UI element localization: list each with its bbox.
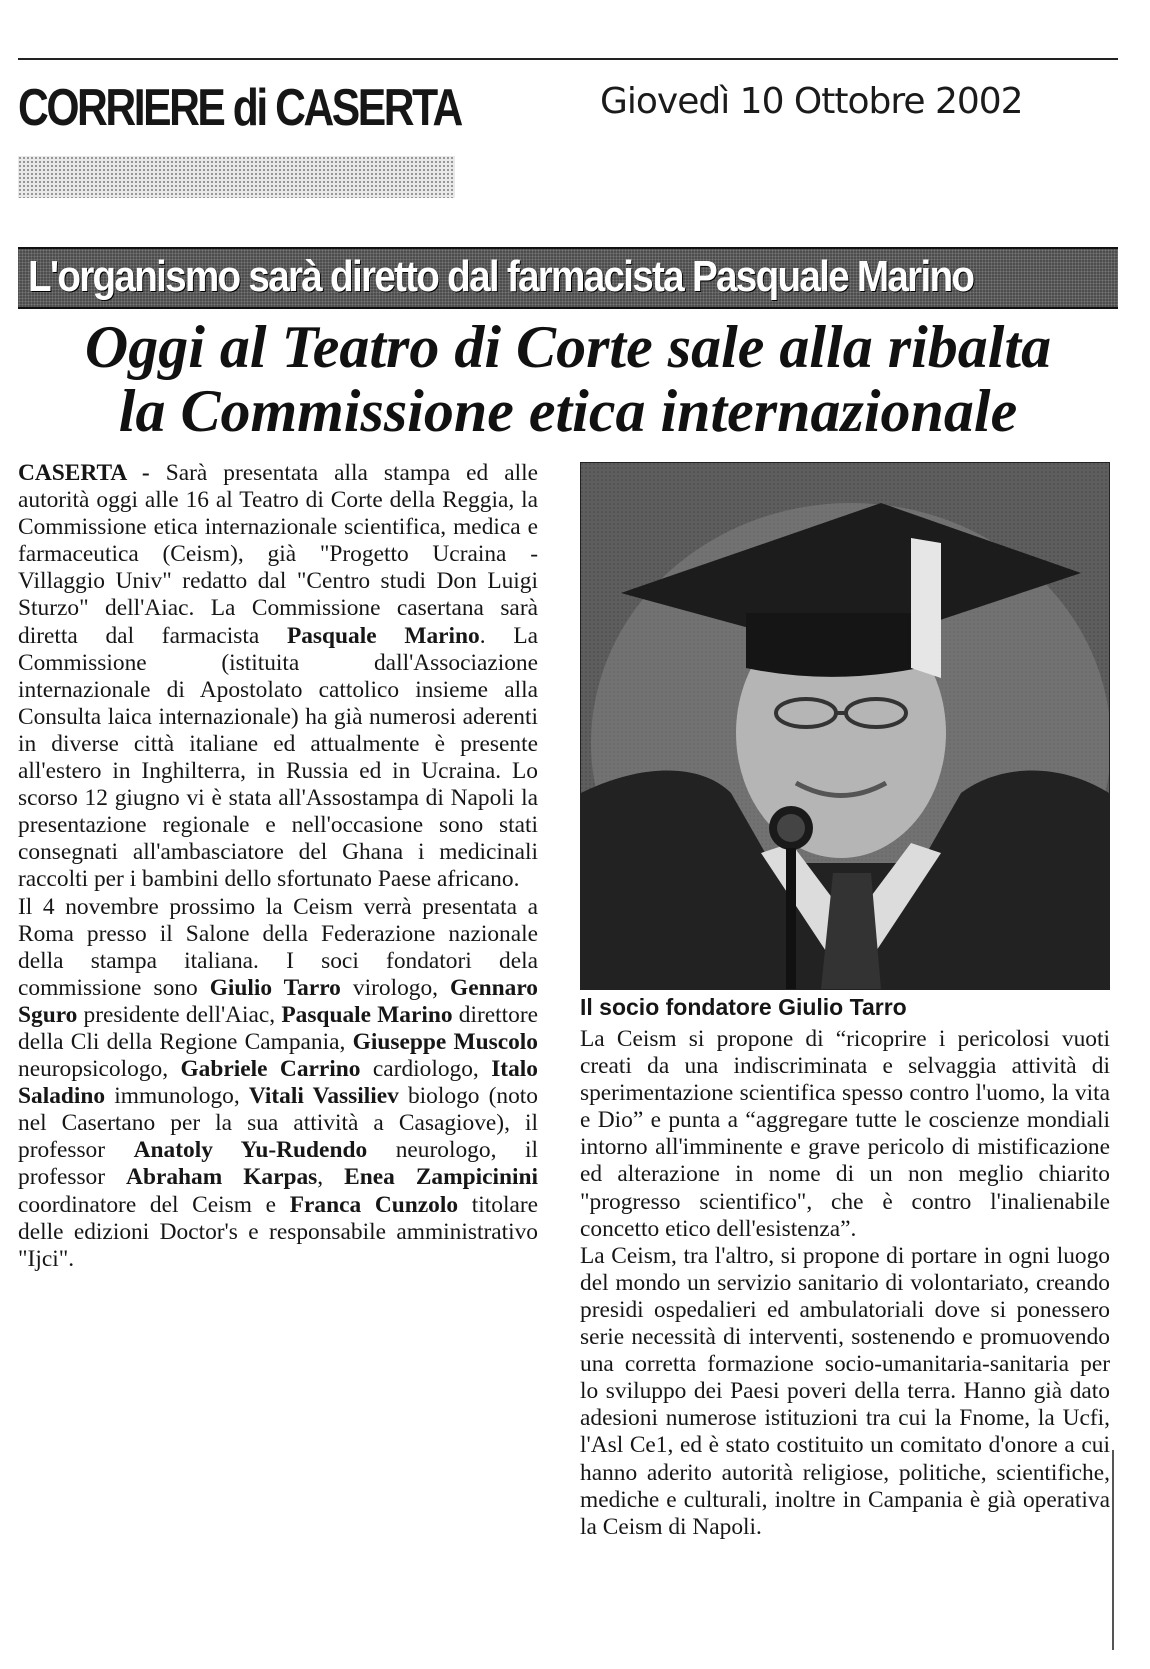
person-name: Pasquale Marino [281, 1001, 453, 1028]
column-right [580, 1026, 1110, 1541]
paragraph-2-text: coordinatore del Ceism e [18, 1191, 290, 1218]
paragraph-2-text: biologo (noto nel Casertano per la sua attività a Casagiove), il professor [18, 1083, 538, 1164]
paragraph-1-text-a: Sarà presentata alla stampa ed alle autorità oggi alle 16 al Teatro di Corte della Reggia, la Commissione etica internazionale scientifica, medica e farmaceutica (Ceism), già "Progetto Ucraina - Villaggio Univ" redatto dal "Centro studi Don Luigi Sturzo" dell'Aiac. La Commissione casertana sarà diretta dal farmacista [18, 460, 538, 649]
person-name: Pasquale Marino [286, 622, 480, 649]
person-name: Italo Saladino [18, 1056, 538, 1110]
headline-line-1: Oggi al Teatro di Corte sale alla ribalta [84, 314, 1052, 380]
paragraph-2-text: , [317, 1164, 345, 1191]
portrait-photo [580, 462, 1110, 990]
headline-line-2: la Commissione etica internazionale [118, 378, 1018, 444]
column-rule [1112, 1450, 1114, 1650]
paragraph-2-text: cardiologo, [360, 1056, 492, 1083]
person-name: Giulio Tarro [209, 974, 341, 1001]
headline [18, 315, 1118, 443]
paragraph-2 [18, 894, 538, 1273]
paragraph-1-text-b: . La Commissione (istituita dall'Associazione internazionale di Apostolato cattolico insieme alla Consulta laica internazionale) ha già numerosi aderenti in diverse città italiane ed attualmente è presente all'estero in Inghilterra, in Russia ed in Ucraina. Lo scorso 12 giugno vi è stata all'Assostampa di Napoli la presentazione regionale e nell'occasione sono stati consegnati all'ambasciatore del Ghana i medicinali raccolti per i bambini dello sfortunato Paese africano. [18, 622, 538, 893]
paragraph-4: La Ceism, tra l'altro, si propone di portare in ogni luogo del mondo un servizio sanitario di volontariato, creando presidi ospedalieri ed ambulatoriali dove si ponessero serie necessità di interventi, sostenendo e promuovendo una corretta formazione socio-umanitaria-sanitaria per lo sviluppo dei Paesi poveri della terra. Hanno già dato adesioni numerose istituzioni tra cui la Fnome, la Ucfi, l'Asl Ce1, ed è stato costituito un comitato d'onore a cui hanno aderito autorità religiose, politiche, scientifiche, mediche e culturali, inoltre in Campania è già operativa la Ceism di Napoli. [580, 1242, 1110, 1540]
masthead-rule [18, 58, 1118, 60]
person-name: Gennaro Sguro [18, 974, 538, 1028]
paragraph-2-text: Il 4 novembre prossimo la Ceism verrà presentata a Roma presso il Salone della Federazione nazionale della stampa italiana. I soci fondatori dela commissione sono [18, 893, 538, 1001]
paragraph-2-text: presidente dell'Aiac, [77, 1001, 282, 1028]
photo-caption: Il socio fondatore Giulio Tarro [580, 994, 907, 1020]
paragraph-3: La Ceism si propone di “ricoprire i pericolosi vuoti creati da una indiscriminata e selvaggia attività di sperimentazione scientifica spesso contro l'uomo, la vita e Dio” e punta a “aggregare tutte le coscienze mondiali intorno all'imminente e grave pericolo di mistificazione ed alterazione in nome di un non meglio chiarito "progresso scientifico", che è contro l'inalienabile concetto etico dell'esistenza”. [580, 1026, 1110, 1242]
person-name: Gabriele Carrino [180, 1056, 361, 1083]
masthead: CORRIERE di CASERTA [18, 79, 461, 137]
portrait-illustration [581, 463, 1109, 989]
paragraph-2-text: virologo, [340, 974, 451, 1001]
paragraph-1 [18, 460, 538, 894]
masthead-dot-band [18, 156, 455, 198]
kicker-banner [18, 247, 1118, 309]
dateline: CASERTA - [18, 460, 166, 486]
paragraph-2-text: neuropsicologo, [18, 1056, 181, 1083]
paragraph-2-text: direttore della Cli della Regione Campania, [18, 1001, 538, 1055]
person-name: Giuseppe Muscolo [352, 1028, 538, 1055]
paragraph-2-text: immunologo, [105, 1083, 249, 1110]
paragraph-2-text: neurologo, il professor [18, 1137, 538, 1191]
column-left [18, 460, 538, 1273]
person-name: Anatoly Yu-Rudendo [133, 1137, 368, 1164]
publication-date: Giovedì 10 Ottobre 2002 [600, 81, 1023, 122]
person-name: Enea Zampicinini [344, 1164, 539, 1191]
person-name: Franca Cunzolo [289, 1191, 459, 1218]
kicker-text: L'organismo sarà diretto dal farmacista Pasquale Marino [28, 252, 974, 301]
person-name: Abraham Karpas [126, 1164, 318, 1191]
person-name: Vitali Vassiliev [248, 1083, 399, 1110]
paragraph-2-text: titolare delle edizioni Doctor's e responsabile amministrativo "Ijci". [18, 1191, 539, 1272]
